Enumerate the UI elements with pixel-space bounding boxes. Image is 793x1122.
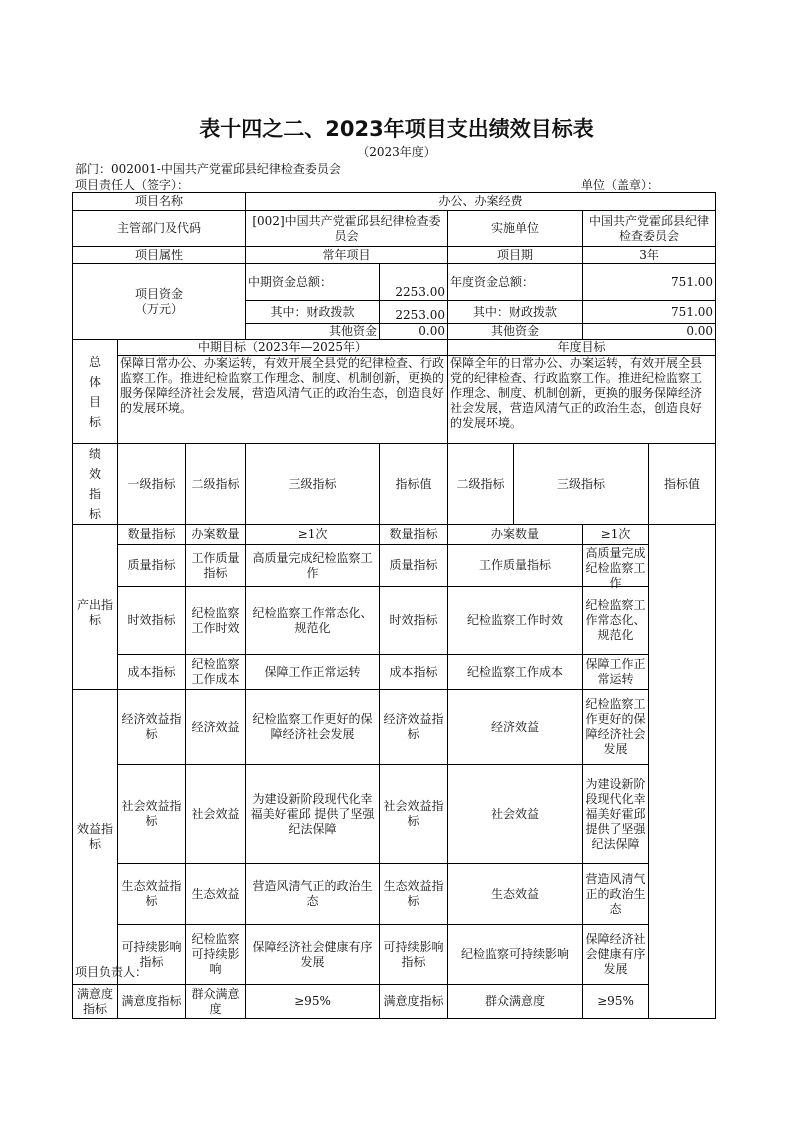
indicator-row bbox=[73, 765, 716, 864]
year-value-text: ≥1次 bbox=[600, 527, 631, 541]
mid-value bbox=[246, 525, 380, 545]
mid-value-text: ≥1次 bbox=[297, 527, 328, 541]
attr-label: 项目属性 bbox=[73, 247, 246, 264]
year-value-text: 纪检监察工作常态化、规范化 bbox=[585, 598, 646, 642]
mid-goal-header: 中期目标（2023年—2025年） bbox=[118, 340, 448, 356]
page-subtitle: （2023年度） bbox=[357, 145, 436, 159]
year-l3-text: 工作质量指标 bbox=[478, 558, 551, 572]
mid-l3-text: 办案数量 bbox=[191, 527, 240, 541]
year-l2 bbox=[380, 655, 448, 690]
year-value-text: 营造风清气正的政治生态 bbox=[585, 871, 646, 916]
year-l2 bbox=[380, 925, 448, 985]
year-l3-text: 纪检监察工作成本 bbox=[466, 664, 563, 679]
year-l3 bbox=[448, 525, 583, 545]
mid-l3 bbox=[186, 765, 246, 864]
mid-l3-text: 生态效益 bbox=[191, 886, 240, 901]
mid-l2 bbox=[118, 587, 186, 655]
year-l3-text: 社会效益 bbox=[490, 806, 539, 821]
year-value bbox=[583, 587, 649, 655]
dept-label: 主管部门及代码 bbox=[73, 211, 246, 247]
year-value-text: ≥95% bbox=[597, 994, 634, 1008]
year-total-value: 751.00 bbox=[583, 264, 716, 301]
mid-value bbox=[246, 545, 380, 587]
header-l2: 二级指标 bbox=[186, 444, 246, 525]
mid-l3 bbox=[186, 925, 246, 985]
year-value bbox=[583, 655, 649, 690]
mid-value-text: 纪检监察工作常态化、规范化 bbox=[252, 605, 373, 635]
mid-value-text: 营造风清气正的政治生态 bbox=[252, 879, 373, 908]
year-value-text: 高质量完成纪检监察工作 bbox=[585, 545, 646, 590]
year-goal-text: 保障全年的日常办公、办案运转，有效开展全县党的纪律检查、行政监察工作。推进纪检监察工作理念、制度、机制创新，更换的服务保障经济社会发展，营造风清气正的政治生态，创造良好的发展环境。 bbox=[448, 356, 716, 444]
mid-l2-text: 可持续影响指标 bbox=[121, 939, 182, 969]
indicator-row bbox=[73, 690, 716, 765]
year-l2-text: 质量指标 bbox=[389, 558, 438, 572]
year-l2-text: 成本指标 bbox=[389, 664, 438, 679]
year-value-text: 纪检监察工作更好的保障经济社会发展 bbox=[585, 697, 646, 756]
mid-other-label: 其他资金 bbox=[246, 324, 380, 340]
year-value-text: 保障工作正常运转 bbox=[585, 657, 646, 686]
year-goal-header: 年度目标 bbox=[448, 340, 716, 356]
mid-l3 bbox=[186, 545, 246, 587]
mid-value-text: ≥95% bbox=[294, 994, 331, 1008]
mid-l2 bbox=[118, 864, 186, 925]
indicator-group bbox=[73, 985, 118, 1019]
mid-value bbox=[246, 655, 380, 690]
mid-l3-text: 工作质量指标 bbox=[191, 550, 240, 580]
mid-l3 bbox=[186, 655, 246, 690]
footer-line: 项目负责人： bbox=[75, 965, 148, 979]
mid-value-text: 高质量完成纪检监察工作 bbox=[252, 550, 373, 580]
year-l3-text: 生态效益 bbox=[490, 886, 539, 901]
mid-l2-text: 成本指标 bbox=[127, 664, 176, 679]
year-l2 bbox=[380, 864, 448, 925]
mid-l3 bbox=[186, 864, 246, 925]
year-l2-text: 时效指标 bbox=[389, 613, 438, 627]
year-l3-text: 纪检监察可持续影响 bbox=[460, 947, 569, 961]
indicator-row bbox=[73, 655, 716, 690]
year-l3-text: 办案数量 bbox=[490, 527, 539, 541]
indicator-group-text: 产出指标 bbox=[76, 598, 113, 627]
indicator-row bbox=[73, 587, 716, 655]
mid-other-value: 0.00 bbox=[380, 324, 448, 340]
mid-l3 bbox=[186, 587, 246, 655]
year-l2-text: 经济效益指标 bbox=[383, 712, 444, 741]
year-l3 bbox=[448, 545, 583, 587]
year-l3 bbox=[448, 925, 583, 985]
year-l2 bbox=[380, 525, 448, 545]
year-value bbox=[583, 545, 649, 590]
indicator-row bbox=[73, 864, 716, 925]
goals-label bbox=[73, 340, 118, 444]
mid-value bbox=[246, 587, 380, 655]
mid-l3-text: 社会效益 bbox=[191, 806, 240, 821]
mid-l2 bbox=[118, 765, 186, 864]
year-value-text: 为建设新阶段现代化幸福美好霍邱 提供了坚强纪法保障 bbox=[585, 776, 646, 851]
year-l2 bbox=[380, 765, 448, 864]
indicator-group bbox=[73, 690, 118, 985]
header-val: 指标值 bbox=[380, 444, 448, 525]
mid-l3-text: 纪检监察可持续影响 bbox=[191, 932, 240, 976]
impl-label: 实施单位 bbox=[448, 211, 583, 247]
mid-value-text: 保障经济社会健康有序发展 bbox=[252, 939, 373, 969]
year-l3-text: 经济效益 bbox=[490, 719, 539, 734]
year-l3 bbox=[448, 985, 583, 1019]
year-total-label: 年度资金总额： bbox=[448, 264, 583, 301]
header-l2-year: 二级指标 bbox=[448, 444, 514, 525]
mid-l2-text: 经济效益指标 bbox=[121, 712, 182, 741]
year-value bbox=[583, 985, 649, 1019]
year-l3 bbox=[448, 655, 583, 690]
performance-table bbox=[72, 192, 716, 1019]
name-label: 项目名称 bbox=[73, 193, 246, 211]
mid-fiscal-value: 2253.00 bbox=[380, 301, 448, 324]
mid-l2 bbox=[118, 545, 186, 587]
year-l2-text: 数量指标 bbox=[389, 527, 438, 541]
year-value bbox=[583, 690, 649, 765]
indicator-row bbox=[73, 925, 716, 985]
period-value: 3年 bbox=[583, 247, 716, 264]
mid-l2-text: 质量指标 bbox=[127, 558, 176, 572]
indicators-label-text: 绩效指标 bbox=[88, 447, 101, 521]
name-value: 办公、办案经费 bbox=[246, 193, 716, 211]
mid-l3-text: 经济效益 bbox=[191, 719, 240, 734]
year-l2 bbox=[380, 985, 448, 1019]
year-l3 bbox=[448, 690, 583, 765]
year-value bbox=[583, 525, 649, 545]
year-l3-text: 群众满意度 bbox=[484, 994, 545, 1008]
mid-l2 bbox=[118, 525, 186, 545]
mid-l3-text: 纪检监察工作成本 bbox=[191, 657, 240, 686]
year-l2-text: 满意度指标 bbox=[383, 994, 444, 1008]
dept-value: [002]中国共产党霍邱县纪律检查委员会 bbox=[246, 211, 448, 247]
mid-value bbox=[246, 985, 380, 1019]
year-l2 bbox=[380, 587, 448, 655]
year-l2-text: 可持续影响指标 bbox=[383, 939, 444, 969]
mid-value bbox=[246, 925, 380, 985]
indicators-label bbox=[73, 444, 118, 525]
year-l3 bbox=[448, 864, 583, 925]
year-l3-text: 纪检监察工作时效 bbox=[466, 613, 563, 627]
header-val-year: 指标值 bbox=[649, 444, 716, 525]
mid-value-text: 为建设新阶段现代化幸福美好霍邱 提供了坚强纪法保障 bbox=[250, 791, 375, 836]
goals-label-text: 总体目标 bbox=[88, 354, 101, 429]
mid-total-label: 中期资金总额： bbox=[246, 264, 380, 301]
header-l3: 三级指标 bbox=[246, 444, 380, 525]
year-l2 bbox=[380, 545, 448, 587]
year-l2-text: 社会效益指标 bbox=[383, 799, 444, 828]
year-value-text: 保障经济社会健康有序发展 bbox=[585, 932, 646, 976]
year-l3 bbox=[448, 765, 583, 864]
period-label: 项目期 bbox=[448, 247, 583, 264]
mid-l3-text: 群众满意度 bbox=[191, 986, 240, 1016]
indicator-group bbox=[73, 525, 118, 690]
indicator-group-text: 满意度指标 bbox=[76, 986, 113, 1016]
year-other-label: 其他资金 bbox=[448, 324, 583, 340]
year-fiscal-value: 751.00 bbox=[583, 301, 716, 324]
indicator-row bbox=[73, 525, 716, 545]
mid-l2-text: 数量指标 bbox=[127, 527, 176, 541]
year-other-value: 0.00 bbox=[583, 324, 716, 340]
mid-value bbox=[246, 864, 380, 925]
year-value bbox=[583, 765, 649, 864]
funds-label-text: 项目资金（万元） bbox=[134, 286, 183, 316]
impl-value: 中国共产党霍邱县纪律检查委员会 bbox=[583, 211, 716, 247]
mid-l2-text: 时效指标 bbox=[127, 613, 176, 627]
mid-fiscal-label: 其中：财政拨款 bbox=[246, 301, 380, 324]
indicator-group-text: 效益指标 bbox=[76, 822, 113, 851]
mid-value-text: 保障工作正常运转 bbox=[264, 664, 361, 679]
mid-l3 bbox=[186, 525, 246, 545]
indicator-row bbox=[73, 545, 716, 587]
header-l1: 一级指标 bbox=[118, 444, 186, 525]
responsible-line: 项目责任人（签字）： bbox=[75, 178, 190, 192]
funds-label bbox=[73, 264, 246, 340]
mid-l2 bbox=[118, 985, 186, 1019]
page-title: 表十四之二、2023年项目支出绩效目标表 bbox=[199, 117, 594, 141]
mid-l3 bbox=[186, 690, 246, 765]
year-l2-text: 生态效益指标 bbox=[383, 879, 444, 908]
mid-value bbox=[246, 690, 380, 765]
header-l3-year: 三级指标 bbox=[514, 444, 649, 525]
mid-l2-text: 满意度指标 bbox=[121, 994, 182, 1008]
year-value bbox=[583, 864, 649, 925]
mid-l2-text: 生态效益指标 bbox=[121, 879, 182, 908]
mid-value bbox=[246, 765, 380, 864]
department-line: 部门：002001-中国共产党霍邱县纪律检查委员会 bbox=[75, 162, 341, 176]
mid-l2-text: 社会效益指标 bbox=[121, 799, 182, 828]
mid-l3 bbox=[186, 985, 246, 1019]
mid-goal-text: 保障日常办公、办案运转，有效开展全县党的纪律检查、行政监察工作。推进纪检监察工作理念、制度、机制创新，更换的服务保障经济社会发展，营造风清气正的政治生态，创造良好的发展环境。 bbox=[118, 356, 448, 444]
attr-value: 常年项目 bbox=[246, 247, 448, 264]
year-l3 bbox=[448, 587, 583, 655]
mid-total-value: 2253.00 bbox=[380, 264, 448, 301]
mid-l3-text: 纪检监察工作时效 bbox=[191, 605, 240, 635]
unit-seal-line: 单位（盖章）： bbox=[581, 178, 660, 192]
mid-l2 bbox=[118, 690, 186, 765]
mid-value-text: 纪检监察工作更好的保障经济社会发展 bbox=[252, 712, 373, 741]
mid-l2 bbox=[118, 655, 186, 690]
indicator-row bbox=[73, 985, 716, 1019]
year-value bbox=[583, 925, 649, 985]
year-l2 bbox=[380, 690, 448, 765]
year-fiscal-label: 其中：财政拨款 bbox=[448, 301, 583, 324]
